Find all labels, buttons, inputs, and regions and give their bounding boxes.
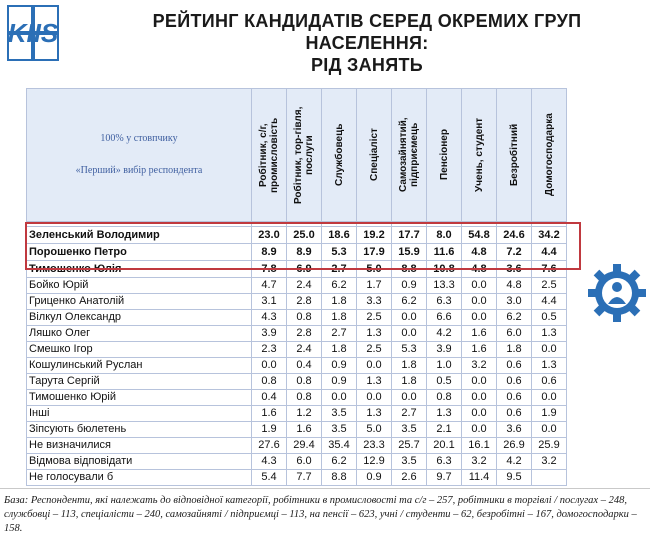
value-cell: 1.8 [322, 310, 357, 326]
page-title [92, 10, 642, 76]
value-cell: 3.9 [427, 342, 462, 358]
value-cell: 24.6 [497, 227, 532, 244]
value-cell: 0.9 [392, 278, 427, 294]
value-cell: 25.9 [532, 438, 567, 454]
value-cell: 0.0 [392, 310, 427, 326]
candidate-name: Інші [27, 406, 252, 422]
column-header [252, 89, 287, 222]
value-cell: 20.1 [427, 438, 462, 454]
value-cell: 1.8 [392, 358, 427, 374]
table-row [27, 422, 567, 438]
value-cell: 0.6 [532, 374, 567, 390]
value-cell: 5.3 [322, 244, 357, 261]
column-header-label: Домогосподарка [543, 113, 555, 197]
value-cell: 4.3 [252, 454, 287, 470]
value-cell: 25.0 [287, 227, 322, 244]
candidate-name: Зеленський Володимир [27, 227, 252, 244]
candidate-name: Зіпсують бюлетень [27, 422, 252, 438]
value-cell: 3.2 [532, 454, 567, 470]
table-row-top [27, 244, 567, 261]
value-cell: 7.7 [287, 470, 322, 486]
column-header-label: Робітник, тор-гівля, послуги [293, 106, 315, 204]
value-cell: 15.9 [392, 244, 427, 261]
value-cell: 8.9 [252, 244, 287, 261]
value-cell: 0.8 [427, 390, 462, 406]
value-cell: 1.3 [357, 374, 392, 390]
value-cell: 0.0 [532, 390, 567, 406]
value-cell: 6.2 [322, 454, 357, 470]
value-cell: 12.9 [357, 454, 392, 470]
value-cell: 3.3 [357, 294, 392, 310]
value-cell: 1.3 [427, 406, 462, 422]
table-row [27, 374, 567, 390]
value-cell: 6.6 [427, 310, 462, 326]
value-cell: 8.0 [427, 227, 462, 244]
value-cell: 3.5 [322, 422, 357, 438]
desc-line-2: «Перший» вибір респондента [75, 165, 203, 176]
value-cell: 6.9 [287, 261, 322, 278]
value-cell: 0.8 [287, 310, 322, 326]
column-header-label: Безробітний [508, 123, 520, 187]
value-cell: 2.8 [287, 326, 322, 342]
value-cell: 1.6 [252, 406, 287, 422]
column-header [532, 89, 567, 222]
value-cell: 2.3 [252, 342, 287, 358]
value-cell: 1.3 [357, 406, 392, 422]
candidate-name: Тимошенко Юлія [27, 261, 252, 278]
value-cell: 11.6 [427, 244, 462, 261]
value-cell: 3.5 [392, 422, 427, 438]
value-cell: 1.3 [532, 358, 567, 374]
value-cell: 2.4 [287, 278, 322, 294]
column-header [497, 89, 532, 222]
value-cell: 2.7 [392, 406, 427, 422]
column-header-label: Спеціаліст [368, 128, 380, 182]
value-cell [532, 470, 567, 486]
value-cell: 11.4 [462, 470, 497, 486]
table-row [27, 278, 567, 294]
value-cell: 3.5 [392, 454, 427, 470]
value-cell: 23.0 [252, 227, 287, 244]
value-cell: 2.8 [287, 294, 322, 310]
value-cell: 0.0 [357, 390, 392, 406]
value-cell: 1.8 [392, 374, 427, 390]
value-cell: 4.7 [252, 278, 287, 294]
value-cell: 5.3 [392, 342, 427, 358]
value-cell: 2.1 [427, 422, 462, 438]
candidate-name: Смешко Ігор [27, 342, 252, 358]
value-cell: 6.2 [497, 310, 532, 326]
kiis-logo [6, 4, 60, 62]
value-cell: 0.0 [532, 422, 567, 438]
table-row-top [27, 227, 567, 244]
value-cell: 1.0 [427, 358, 462, 374]
value-cell: 1.8 [322, 342, 357, 358]
value-cell: 1.6 [287, 422, 322, 438]
value-cell: 3.0 [497, 294, 532, 310]
column-header [287, 89, 322, 222]
gear-icon [586, 262, 648, 324]
table-row [27, 454, 567, 470]
candidate-name: Ляшко Олег [27, 326, 252, 342]
value-cell: 34.2 [532, 227, 567, 244]
value-cell: 3.5 [322, 406, 357, 422]
table-row [27, 358, 567, 374]
column-header [357, 89, 392, 222]
column-header-label: Службовець [333, 123, 345, 187]
table-row [27, 310, 567, 326]
table-row [27, 342, 567, 358]
value-cell: 35.4 [322, 438, 357, 454]
table-row-top [27, 261, 567, 278]
value-cell: 4.8 [462, 261, 497, 278]
value-cell: 0.9 [322, 358, 357, 374]
value-cell: 6.0 [497, 326, 532, 342]
value-cell: 1.6 [462, 342, 497, 358]
value-cell: 1.3 [532, 326, 567, 342]
table-row [27, 294, 567, 310]
value-cell: 0.0 [357, 358, 392, 374]
candidate-name: Бойко Юрій [27, 278, 252, 294]
value-cell: 0.0 [392, 390, 427, 406]
value-cell: 0.6 [497, 358, 532, 374]
value-cell: 3.6 [497, 261, 532, 278]
value-cell: 23.3 [357, 438, 392, 454]
desc-line-1: 100% у стовпчику [100, 133, 178, 144]
candidate-name: Вілкул Олександр [27, 310, 252, 326]
candidate-name: Порошенко Петро [27, 244, 252, 261]
value-cell: 1.9 [532, 406, 567, 422]
candidate-name: Кошулинський Руслан [27, 358, 252, 374]
value-cell: 0.6 [497, 406, 532, 422]
candidate-name: Відмова відповідати [27, 454, 252, 470]
value-cell: 2.4 [287, 342, 322, 358]
column-header-label: Учень, студент [473, 117, 485, 193]
value-cell: 6.2 [392, 294, 427, 310]
value-cell: 4.2 [427, 326, 462, 342]
value-cell: 5.4 [252, 470, 287, 486]
value-cell: 7.6 [532, 261, 567, 278]
value-cell: 2.5 [357, 310, 392, 326]
table-body [27, 222, 567, 486]
value-cell: 0.5 [427, 374, 462, 390]
value-cell: 2.5 [532, 278, 567, 294]
value-cell: 7.8 [252, 261, 287, 278]
value-cell: 0.9 [357, 470, 392, 486]
value-cell: 2.7 [322, 261, 357, 278]
value-cell: 2.5 [357, 342, 392, 358]
column-header [392, 89, 427, 222]
value-cell: 3.9 [252, 326, 287, 342]
value-cell: 10.8 [427, 261, 462, 278]
rating-table [26, 88, 567, 486]
value-cell: 0.0 [252, 358, 287, 374]
value-cell: 4.8 [462, 244, 497, 261]
value-cell: 2.7 [322, 326, 357, 342]
value-cell: 8.9 [287, 244, 322, 261]
value-cell: 9.7 [427, 470, 462, 486]
value-cell: 17.9 [357, 244, 392, 261]
value-cell: 1.2 [287, 406, 322, 422]
value-cell: 7.2 [497, 244, 532, 261]
value-cell: 19.2 [357, 227, 392, 244]
value-cell: 3.1 [252, 294, 287, 310]
footer-divider [0, 488, 650, 489]
value-cell: 1.8 [322, 294, 357, 310]
value-cell: 0.4 [287, 358, 322, 374]
table-row [27, 470, 567, 486]
value-cell: 17.7 [392, 227, 427, 244]
value-cell: 3.2 [462, 454, 497, 470]
value-cell: 4.4 [532, 294, 567, 310]
value-cell: 0.0 [462, 390, 497, 406]
logo-text: KIIS [7, 18, 59, 48]
value-cell: 4.3 [252, 310, 287, 326]
value-cell: 0.0 [532, 342, 567, 358]
value-cell: 4.2 [497, 454, 532, 470]
value-cell: 25.7 [392, 438, 427, 454]
value-cell: 29.4 [287, 438, 322, 454]
candidate-name: Гриценко Анатолій [27, 294, 252, 310]
value-cell: 4.4 [532, 244, 567, 261]
column-header-label: Пенсіонер [438, 129, 450, 181]
value-cell: 0.0 [462, 406, 497, 422]
value-cell: 0.9 [322, 374, 357, 390]
value-cell: 1.3 [357, 326, 392, 342]
value-cell: 16.1 [462, 438, 497, 454]
value-cell: 27.6 [252, 438, 287, 454]
value-cell: 1.6 [462, 326, 497, 342]
value-cell: 1.7 [357, 278, 392, 294]
value-cell: 3.2 [462, 358, 497, 374]
column-header [322, 89, 357, 222]
title-line-1: РЕЙТИНГ КАНДИДАТІВ СЕРЕД ОКРЕМИХ ГРУП НАСЕЛЕННЯ: [152, 11, 582, 53]
value-cell: 0.4 [252, 390, 287, 406]
value-cell: 0.0 [462, 294, 497, 310]
title-line-2: РІД ЗАНЯТЬ [311, 55, 423, 75]
candidate-name: Не голосували б [27, 470, 252, 486]
value-cell: 0.6 [497, 374, 532, 390]
value-cell: 4.8 [497, 278, 532, 294]
table-row [27, 390, 567, 406]
value-cell: 0.8 [287, 390, 322, 406]
value-cell: 0.5 [532, 310, 567, 326]
candidate-name: Не визначилися [27, 438, 252, 454]
value-cell: 6.3 [427, 454, 462, 470]
value-cell: 5.0 [357, 422, 392, 438]
value-cell: 8.8 [392, 261, 427, 278]
value-cell: 0.0 [322, 390, 357, 406]
value-cell: 3.6 [497, 422, 532, 438]
value-cell: 0.0 [462, 374, 497, 390]
column-header [462, 89, 497, 222]
value-cell: 18.6 [322, 227, 357, 244]
value-cell: 0.0 [462, 310, 497, 326]
footnote: База: Респонденти, які належать до відповідної категорії, робітники в промисловості та с/г – 257, робітники в торгівлі / послугах – 248, службовці – 113, спеціалісти – 240, самозайняті / підприємці – 113, на пенсії – 623, учні / студенти – 62, безробітні – 167, домогосподарки – 158. [4, 495, 637, 534]
value-cell: 6.3 [427, 294, 462, 310]
value-cell: 54.8 [462, 227, 497, 244]
column-header-label: Робітник, с/г, промисловість [258, 117, 280, 193]
value-cell: 26.9 [497, 438, 532, 454]
column-header [427, 89, 462, 222]
value-cell: 1.8 [497, 342, 532, 358]
value-cell: 9.5 [497, 470, 532, 486]
value-cell: 0.0 [462, 422, 497, 438]
value-cell: 8.8 [322, 470, 357, 486]
value-cell: 0.8 [287, 374, 322, 390]
value-cell: 0.0 [462, 278, 497, 294]
table-row [27, 406, 567, 422]
value-cell: 0.0 [392, 326, 427, 342]
value-cell: 13.3 [427, 278, 462, 294]
candidate-name: Тимошенко Юрій [27, 390, 252, 406]
value-cell: 5.0 [357, 261, 392, 278]
candidate-name: Тарута Сергій [27, 374, 252, 390]
value-cell: 6.2 [322, 278, 357, 294]
value-cell: 2.6 [392, 470, 427, 486]
column-header-label: Самозайнятий, підприємець [398, 117, 420, 193]
value-cell: 6.0 [287, 454, 322, 470]
value-cell: 0.6 [497, 390, 532, 406]
logo-graphic [6, 4, 60, 62]
gear-person-icon [586, 262, 648, 324]
value-cell: 0.8 [252, 374, 287, 390]
table-row [27, 326, 567, 342]
table-header-row [27, 89, 567, 222]
table-description [27, 89, 252, 222]
value-cell: 1.9 [252, 422, 287, 438]
table-row [27, 438, 567, 454]
